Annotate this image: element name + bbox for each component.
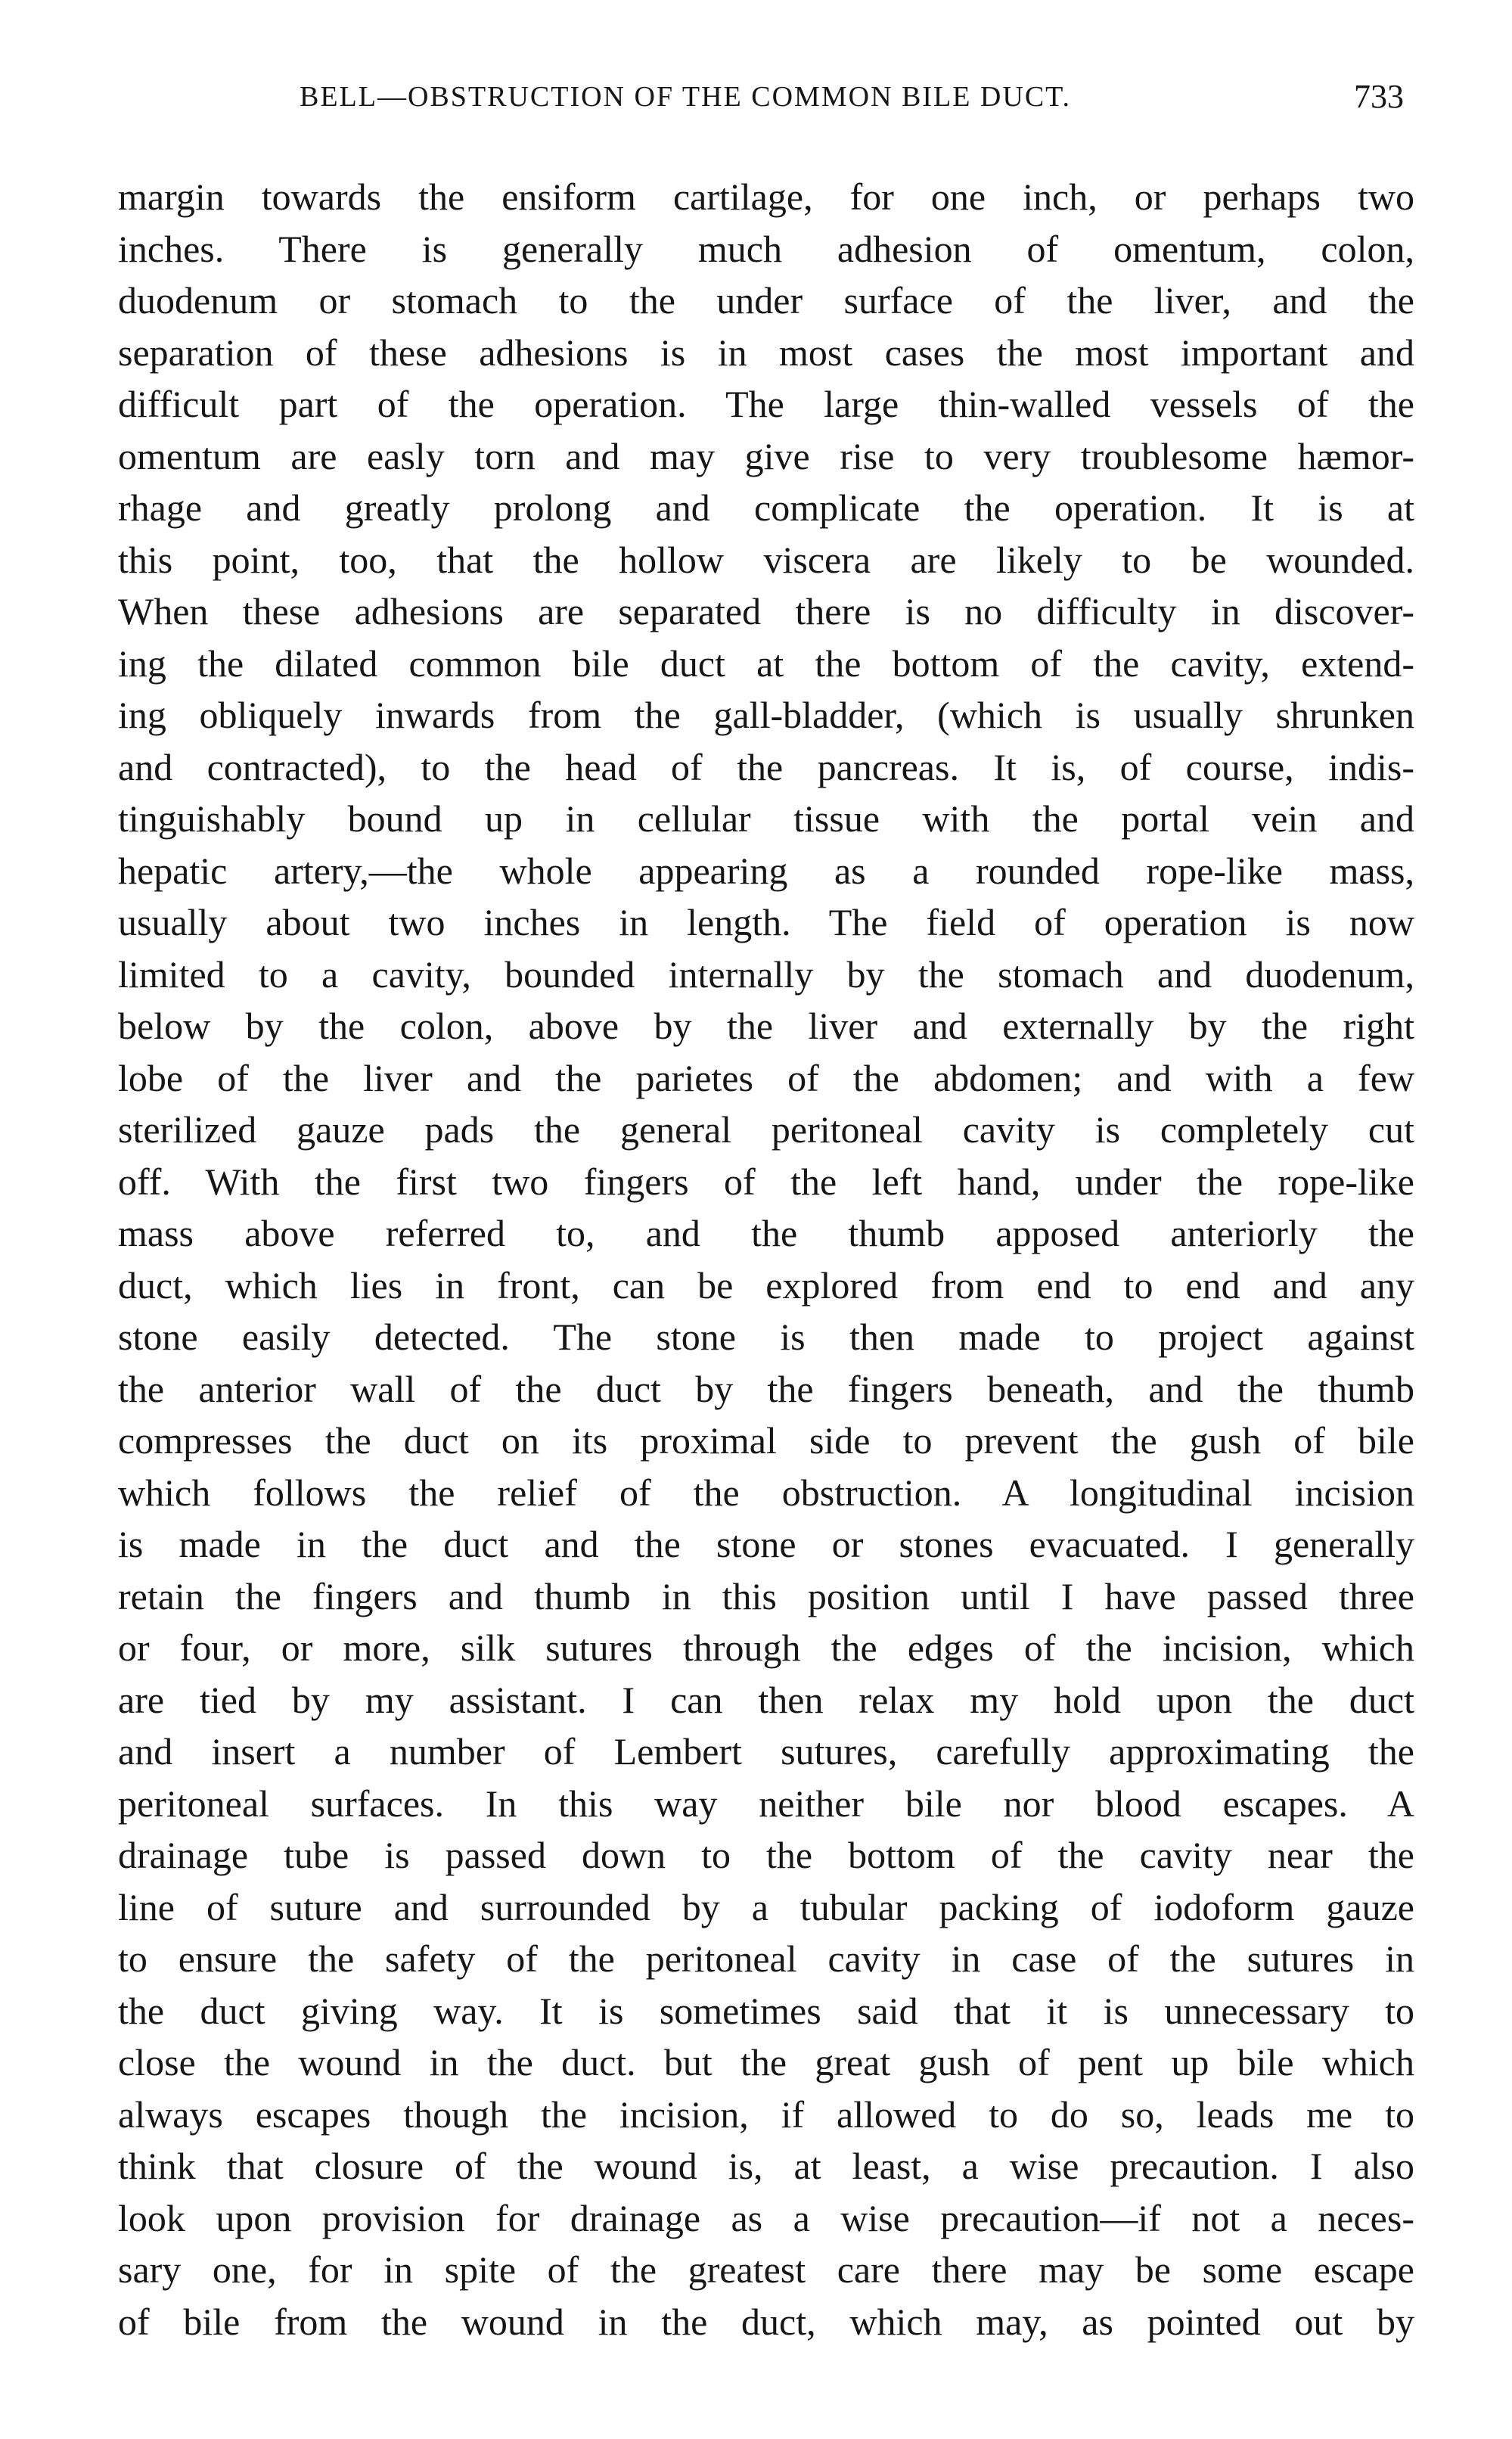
text-line: stone easily detected. The stone is then made to project against	[118, 1316, 1414, 1358]
text-line: sary one, for in spite of the greatest care there may be some escape	[118, 2248, 1414, 2291]
text-line: of bile from the wound in the duct, which may, as pointed out by	[118, 2300, 1414, 2343]
text-line: duodenum or stomach to the under surface of the liver, and the	[118, 279, 1414, 322]
text-line: retain the fingers and thumb in this position until I have passed three	[118, 1574, 1414, 1617]
text-line: is made in the duct and the stone or stones evacuated. I generally	[118, 1523, 1414, 1565]
text-line: usually about two inches in length. The field of operation is now	[118, 901, 1414, 943]
text-line: think that closure of the wound is, at least, a wise precaution. I also	[118, 2145, 1414, 2187]
text-line: to ensure the safety of the peritoneal cavity in case of the sutures in	[118, 1937, 1414, 1980]
text-line: mass above referred to, and the thumb apposed anteriorly the	[118, 1212, 1414, 1254]
text-line: the duct giving way. It is sometimes said that it is unnecessary to	[118, 1989, 1414, 2032]
text-line: or four, or more, silk sutures through the edges of the incision, which	[118, 1627, 1414, 1669]
text-line: drainage tube is passed down to the bottom of the cavity near the	[118, 1834, 1414, 1876]
text-line: and contracted), to the head of the pancreas. It is, of course, indis-	[118, 745, 1414, 788]
body-text	[118, 171, 1414, 2347]
text-line: difficult part of the operation. The large thin-walled vessels of the	[118, 383, 1414, 425]
text-line: the anterior wall of the duct by the fingers beneath, and the thumb	[118, 1367, 1414, 1410]
text-line: are tied by my assistant. I can then relax my hold upon the duct	[118, 1678, 1414, 1721]
text-line: below by the colon, above by the liver and externally by the right	[118, 1005, 1414, 1047]
text-line: which follows the relief of the obstruction. A longitudinal incision	[118, 1471, 1414, 1514]
text-line: off. With the first two fingers of the left hand, under the rope-like	[118, 1160, 1414, 1203]
text-line: look upon provision for drainage as a wise precaution—if not a neces-	[118, 2196, 1414, 2239]
text-line: line of suture and surrounded by a tubular packing of iodoform gauze	[118, 1885, 1414, 1928]
running-title: BELL—OBSTRUCTION OF THE COMMON BILE DUCT.	[300, 81, 1072, 113]
text-line: compresses the duct on its proximal side to prevent the gush of bile	[118, 1419, 1414, 1462]
text-line: ing obliquely inwards from the gall-bladder, (which is usually shrunken	[118, 694, 1414, 736]
text-line: and insert a number of Lembert sutures, carefully approximating the	[118, 1730, 1414, 1773]
text-line: omentum are easly torn and may give rise to very troublesome hæmor-	[118, 434, 1414, 477]
text-line: When these adhesions are separated there is no difficulty in discover-	[118, 590, 1414, 632]
page-number: 733	[1354, 78, 1404, 115]
text-line: hepatic artery,—the whole appearing as a rounded rope-like mass,	[118, 849, 1414, 892]
text-line: limited to a cavity, bounded internally by the stomach and duodenum,	[118, 952, 1414, 996]
text-line: inches. There is generally much adhesion of omentum, colon,	[118, 227, 1414, 270]
text-line: ing the dilated common bile duct at the bottom of the cavity, extend-	[118, 642, 1414, 685]
text-line: sterilized gauze pads the general peritoneal cavity is completely cut	[118, 1108, 1414, 1151]
text-line: separation of these adhesions is in most cases the most important and	[118, 331, 1414, 374]
running-head	[118, 74, 1414, 120]
text-line: close the wound in the duct. but the great gush of pent up bile which	[118, 2041, 1414, 2083]
text-line: rhage and greatly prolong and complicate the operation. It is at	[118, 486, 1414, 529]
text-line: tinguishably bound up in cellular tissue with the portal vein and	[118, 797, 1414, 840]
text-line: peritoneal surfaces. In this way neither bile nor blood escapes. A	[118, 1782, 1414, 1825]
text-line: margin towards the ensiform cartilage, for one inch, or perhaps two	[118, 176, 1414, 218]
text-line: always escapes though the incision, if allowed to do so, leads me to	[118, 2093, 1414, 2136]
text-line: this point, too, that the hollow viscera are likely to be wounded.	[118, 538, 1414, 581]
text-line: duct, which lies in front, can be explored from end to end and any	[118, 1263, 1414, 1306]
text-line: lobe of the liver and the parietes of the abdomen; and with a few	[118, 1056, 1414, 1099]
